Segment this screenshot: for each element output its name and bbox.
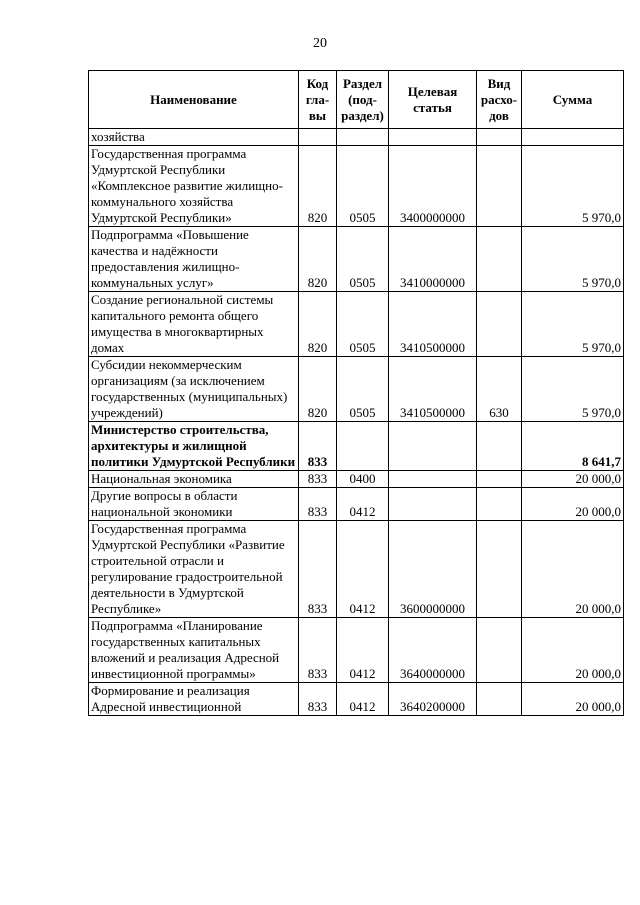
- table-row: [89, 129, 624, 146]
- cell-code: 833: [299, 488, 337, 521]
- table-row: [89, 422, 624, 471]
- cell-name: Субсидии некоммерческим организациям (за исключением государственных (муниципальных) учреждений): [89, 357, 299, 422]
- page-number: 20: [313, 36, 327, 51]
- cell-name: Государственная программа Удмуртской Республики «Развитие строительной отрасли и регулирование градостроительной деятельности в Удмуртской Республике»: [89, 521, 299, 618]
- cell-section: 0412: [337, 618, 389, 683]
- cell-name: Национальная экономика: [89, 471, 299, 488]
- cell-name: Министерство строительства, архитектуры и жилищной политики Удмуртской Республики: [89, 422, 299, 471]
- cell-code: 833: [299, 471, 337, 488]
- cell-expense-type: 630: [477, 357, 522, 422]
- cell-code: 833: [299, 618, 337, 683]
- table-row: [89, 488, 624, 521]
- cell-target: 3600000000: [389, 521, 477, 618]
- cell-section: 0412: [337, 683, 389, 716]
- cell-target: [389, 471, 477, 488]
- budget-table: [88, 70, 624, 716]
- cell-section: [337, 129, 389, 146]
- cell-target: [389, 129, 477, 146]
- table-row: [89, 292, 624, 357]
- cell-expense-type: [477, 227, 522, 292]
- cell-section: [337, 422, 389, 471]
- header-expense-type: Вид расхо-дов: [477, 71, 522, 129]
- header-sum: Сумма: [522, 71, 624, 129]
- cell-name: Подпрограмма «Планирование государственных капитальных вложений и реализация Адресной инвестиционной программы»: [89, 618, 299, 683]
- cell-section: 0505: [337, 357, 389, 422]
- cell-sum: 5 970,0: [522, 146, 624, 227]
- cell-sum: 20 000,0: [522, 618, 624, 683]
- cell-expense-type: [477, 683, 522, 716]
- cell-sum: 20 000,0: [522, 471, 624, 488]
- table-row: [89, 357, 624, 422]
- cell-code: [299, 129, 337, 146]
- header-section: Раздел (под-раздел): [337, 71, 389, 129]
- cell-sum: 8 641,7: [522, 422, 624, 471]
- table-row: [89, 521, 624, 618]
- cell-section: 0400: [337, 471, 389, 488]
- cell-code: 833: [299, 521, 337, 618]
- cell-section: 0505: [337, 292, 389, 357]
- cell-expense-type: [477, 146, 522, 227]
- cell-expense-type: [477, 422, 522, 471]
- cell-code: 833: [299, 422, 337, 471]
- cell-expense-type: [477, 618, 522, 683]
- cell-expense-type: [477, 129, 522, 146]
- cell-name: Государственная программа Удмуртской Республики «Комплексное развитие жилищно-коммунального хозяйства Удмуртской Республики»: [89, 146, 299, 227]
- cell-name: хозяйства: [89, 129, 299, 146]
- header-code: Код гла-вы: [299, 71, 337, 129]
- table-header-row: [89, 71, 624, 129]
- cell-expense-type: [477, 488, 522, 521]
- cell-section: 0505: [337, 146, 389, 227]
- table-row: [89, 227, 624, 292]
- cell-expense-type: [477, 292, 522, 357]
- table-row: [89, 618, 624, 683]
- header-name: Наименование: [89, 71, 299, 129]
- cell-sum: 5 970,0: [522, 292, 624, 357]
- table-row: [89, 683, 624, 716]
- cell-section: 0505: [337, 227, 389, 292]
- cell-target: 3410000000: [389, 227, 477, 292]
- cell-sum: 20 000,0: [522, 488, 624, 521]
- cell-sum: 20 000,0: [522, 521, 624, 618]
- cell-code: 820: [299, 146, 337, 227]
- cell-target: 3400000000: [389, 146, 477, 227]
- table-row: [89, 471, 624, 488]
- cell-target: 3640000000: [389, 618, 477, 683]
- table-body: [89, 129, 624, 716]
- cell-section: 0412: [337, 488, 389, 521]
- header-target: Целевая статья: [389, 71, 477, 129]
- cell-target: 3410500000: [389, 357, 477, 422]
- cell-name: Подпрограмма «Повышение качества и надёжности предоставления жилищно-коммунальных услуг»: [89, 227, 299, 292]
- cell-expense-type: [477, 521, 522, 618]
- cell-sum: 5 970,0: [522, 227, 624, 292]
- cell-expense-type: [477, 471, 522, 488]
- cell-target: [389, 488, 477, 521]
- cell-sum: [522, 129, 624, 146]
- cell-name: Создание региональной системы капитального ремонта общего имущества в многоквартирных домах: [89, 292, 299, 357]
- cell-section: 0412: [337, 521, 389, 618]
- cell-target: 3640200000: [389, 683, 477, 716]
- cell-name: Другие вопросы в области национальной экономики: [89, 488, 299, 521]
- cell-code: 820: [299, 292, 337, 357]
- table-row: [89, 146, 624, 227]
- cell-target: 3410500000: [389, 292, 477, 357]
- cell-name: Формирование и реализация Адресной инвестиционной: [89, 683, 299, 716]
- cell-sum: 20 000,0: [522, 683, 624, 716]
- cell-code: 820: [299, 357, 337, 422]
- cell-target: [389, 422, 477, 471]
- cell-code: 820: [299, 227, 337, 292]
- cell-sum: 5 970,0: [522, 357, 624, 422]
- cell-code: 833: [299, 683, 337, 716]
